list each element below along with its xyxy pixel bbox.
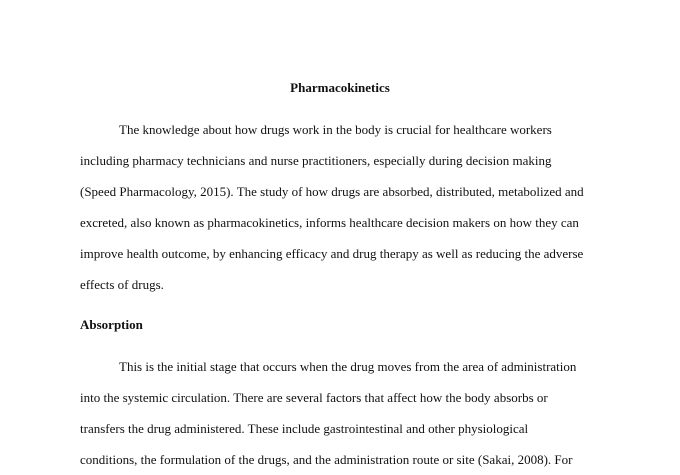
section-heading-absorption: Absorption (80, 317, 143, 332)
absorption-line: transfers the drug administered. These include gastrointestinal and other physiological (80, 421, 529, 436)
intro-paragraph (80, 114, 600, 300)
intro-line: excreted, also known as pharmacokinetics, informs healthcare decision makers on how they can (80, 215, 579, 230)
absorption-line: This is the initial stage that occurs when the drug moves from the area of administration (119, 359, 577, 374)
intro-line: The knowledge about how drugs work in the body is crucial for healthcare workers (119, 122, 552, 137)
absorption-line: conditions, the formulation of the drugs, and the administration route or site (Sakai, 2008). For (80, 452, 573, 467)
intro-line: effects of drugs. (80, 277, 164, 292)
document-title: Pharmacokinetics (290, 80, 390, 95)
intro-line: (Speed Pharmacology, 2015). The study of how drugs are absorbed, distributed, metabolized and (80, 184, 584, 199)
absorption-paragraph (80, 351, 600, 475)
intro-line: improve health outcome, by enhancing efficacy and drug therapy as well as reducing the adverse (80, 246, 584, 261)
intro-line: including pharmacy technicians and nurse practitioners, especially during decision making (80, 153, 552, 168)
absorption-line: into the systemic circulation. There are several factors that affect how the body absorbs or (80, 390, 548, 405)
